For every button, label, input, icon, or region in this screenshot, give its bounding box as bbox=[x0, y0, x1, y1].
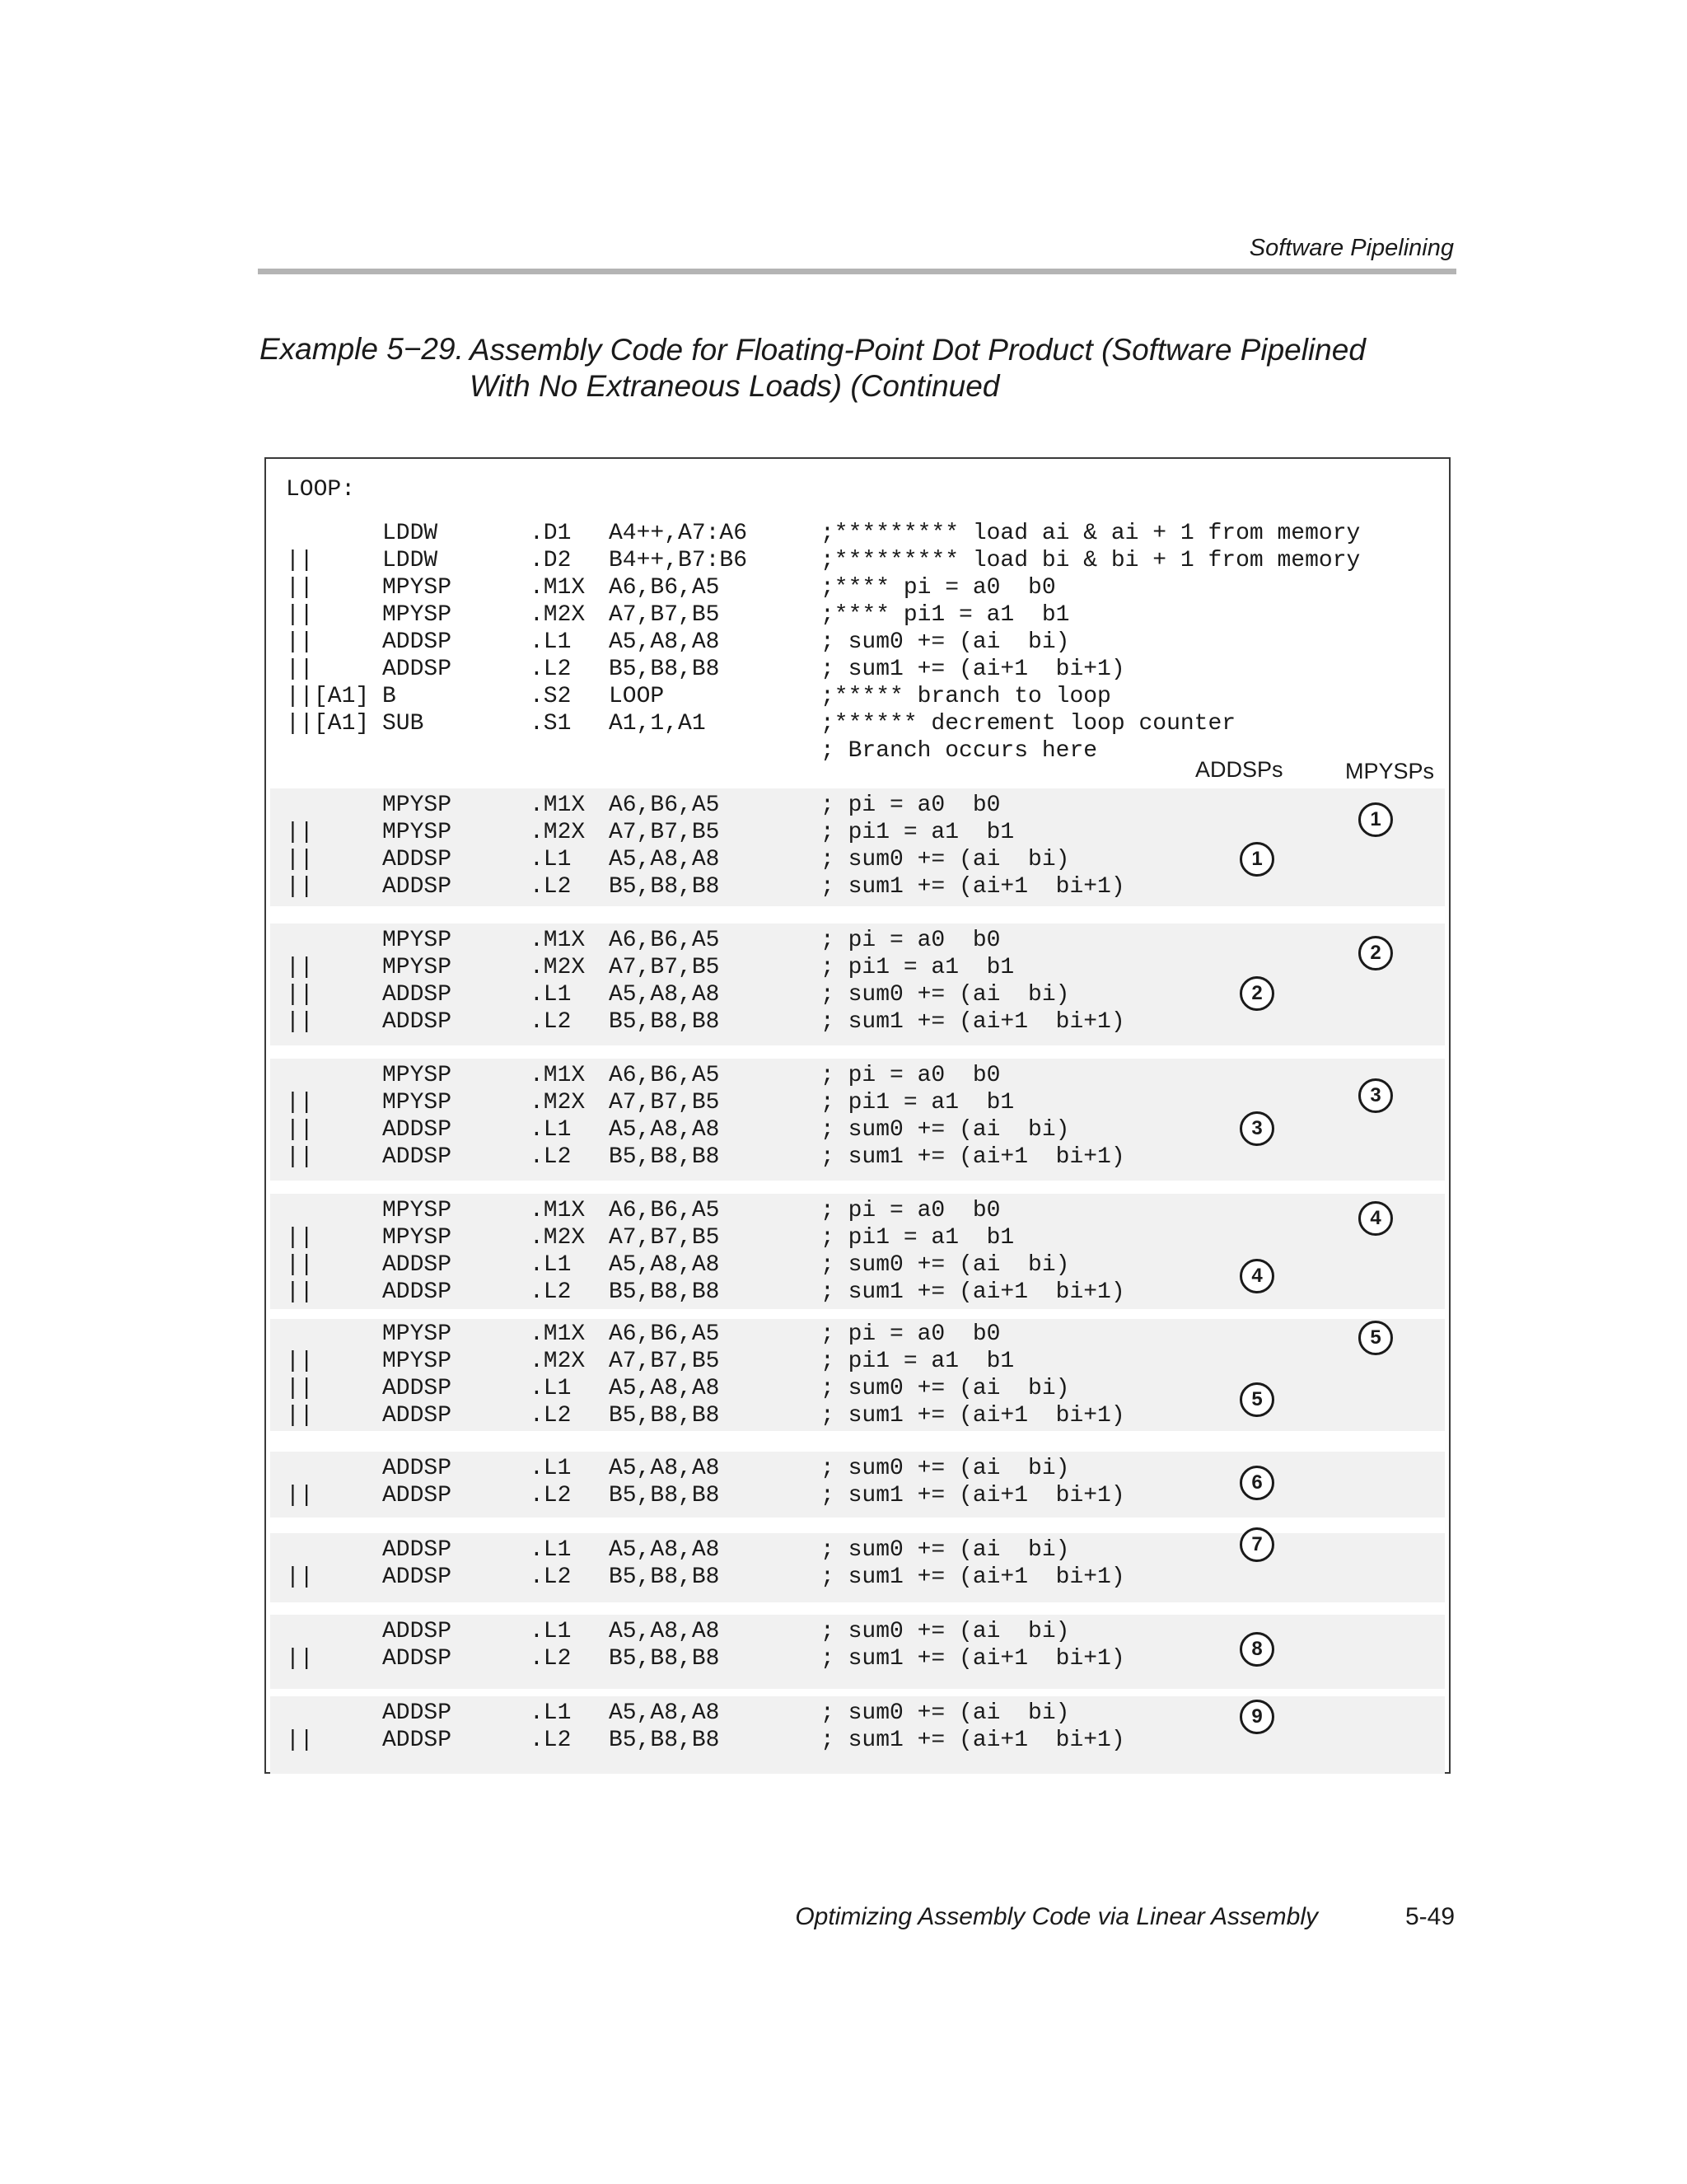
instruction-mnemonic: MPYSP bbox=[382, 820, 452, 845]
code-comment: ;********* load bi & bi + 1 from memory bbox=[820, 548, 1361, 573]
functional-unit: .L1 bbox=[530, 847, 572, 872]
functional-unit: .M1X bbox=[530, 928, 586, 953]
instruction-mnemonic: MPYSP bbox=[382, 1349, 452, 1374]
instruction-mnemonic: ADDSP bbox=[382, 1537, 452, 1563]
functional-unit: .L1 bbox=[530, 629, 572, 655]
operands: A5,A8,A8 bbox=[609, 982, 720, 1008]
caption-line-1: Assembly Code for Floating-Point Dot Product (Software Pipelined bbox=[470, 333, 1366, 367]
code-comment: ; sum0 += (ai bi) bbox=[820, 1117, 1070, 1143]
code-comment: ; pi = a0 b0 bbox=[820, 1321, 1001, 1347]
operands: A5,A8,A8 bbox=[609, 1456, 720, 1481]
instruction-mnemonic: ADDSP bbox=[382, 1009, 452, 1035]
code-comment: ; sum1 += (ai+1 bi+1) bbox=[820, 1728, 1125, 1753]
functional-unit: .M1X bbox=[530, 575, 586, 601]
footer-title: Optimizing Assembly Code via Linear Assembly bbox=[795, 1903, 1318, 1930]
addsp-step-badge: 7 bbox=[1240, 1527, 1274, 1562]
operands: LOOP bbox=[609, 684, 665, 709]
instruction-mnemonic: ADDSP bbox=[382, 847, 452, 872]
code-comment: ; pi = a0 b0 bbox=[820, 1198, 1001, 1223]
code-comment: ; sum0 += (ai bi) bbox=[820, 1456, 1070, 1481]
addsp-step-badge: 6 bbox=[1240, 1466, 1274, 1500]
code-comment: ; sum0 += (ai bi) bbox=[820, 1700, 1070, 1726]
instruction-mnemonic: B bbox=[382, 684, 396, 709]
instruction-mnemonic: ADDSP bbox=[382, 1728, 452, 1753]
functional-unit: .L2 bbox=[530, 1646, 572, 1672]
mpysp-step-badge: 4 bbox=[1358, 1201, 1393, 1236]
functional-unit: .L2 bbox=[530, 1144, 572, 1170]
instruction-mnemonic: MPYSP bbox=[382, 1063, 452, 1088]
instruction-mnemonic: ADDSP bbox=[382, 1117, 452, 1143]
code-comment: ; sum0 += (ai bi) bbox=[820, 1537, 1070, 1563]
instruction-mnemonic: LDDW bbox=[382, 521, 438, 546]
mpysp-step-badge: 5 bbox=[1358, 1321, 1393, 1355]
code-comment: ; sum1 += (ai+1 bi+1) bbox=[820, 1403, 1125, 1429]
code-comment: ; sum0 += (ai bi) bbox=[820, 1376, 1070, 1401]
functional-unit: .L2 bbox=[530, 1403, 572, 1429]
functional-unit: .M2X bbox=[530, 602, 586, 628]
functional-unit: .L2 bbox=[530, 1009, 572, 1035]
instruction-mnemonic: ADDSP bbox=[382, 1619, 452, 1644]
page-number: 5-49 bbox=[1404, 1903, 1455, 1930]
parallel-marker: || bbox=[286, 684, 314, 709]
code-comment: ;****** decrement loop counter bbox=[820, 711, 1236, 737]
operands: B5,B8,B8 bbox=[609, 1403, 720, 1429]
example-label: Example 5−29. bbox=[259, 332, 464, 366]
instruction-mnemonic: ADDSP bbox=[382, 1456, 452, 1481]
parallel-marker: || bbox=[286, 1483, 314, 1508]
code-comment: ; sum1 += (ai+1 bi+1) bbox=[820, 1279, 1125, 1305]
operands: A5,A8,A8 bbox=[609, 1376, 720, 1401]
operands: A1,1,A1 bbox=[609, 711, 706, 737]
functional-unit: .L1 bbox=[530, 1619, 572, 1644]
instruction-mnemonic: ADDSP bbox=[382, 1564, 452, 1590]
parallel-marker: || bbox=[286, 1117, 314, 1143]
code-comment: ; sum1 += (ai+1 bi+1) bbox=[820, 1009, 1125, 1035]
instruction-mnemonic: ADDSP bbox=[382, 1144, 452, 1170]
parallel-marker: || bbox=[286, 1564, 314, 1590]
addsp-step-badge: 1 bbox=[1240, 842, 1274, 877]
instruction-mnemonic: MPYSP bbox=[382, 955, 452, 980]
operands: B5,B8,B8 bbox=[609, 874, 720, 900]
mpysp-step-badge: 1 bbox=[1358, 802, 1393, 837]
code-comment: ; pi1 = a1 b1 bbox=[820, 1349, 1015, 1374]
operands: A5,A8,A8 bbox=[609, 1619, 720, 1644]
loop-label: LOOP: bbox=[286, 477, 356, 503]
functional-unit: .M2X bbox=[530, 1349, 586, 1374]
operands: A5,A8,A8 bbox=[609, 847, 720, 872]
code-comment: ; sum1 += (ai+1 bi+1) bbox=[820, 1144, 1125, 1170]
parallel-marker: || bbox=[286, 1646, 314, 1672]
operands: B5,B8,B8 bbox=[609, 1279, 720, 1305]
code-comment: ; pi = a0 b0 bbox=[820, 1063, 1001, 1088]
instruction-mnemonic: ADDSP bbox=[382, 1700, 452, 1726]
functional-unit: .M2X bbox=[530, 820, 586, 845]
parallel-marker: || bbox=[286, 602, 314, 628]
operands: A6,B6,A5 bbox=[609, 1321, 720, 1347]
code-comment: ; pi1 = a1 b1 bbox=[820, 955, 1015, 980]
functional-unit: .M2X bbox=[530, 1225, 586, 1251]
operands: B5,B8,B8 bbox=[609, 1009, 720, 1035]
functional-unit: .L2 bbox=[530, 874, 572, 900]
condition-register: [A1] bbox=[314, 711, 370, 737]
code-comment: ; sum1 += (ai+1 bi+1) bbox=[820, 1483, 1125, 1508]
functional-unit: .L2 bbox=[530, 1564, 572, 1590]
operands: A6,B6,A5 bbox=[609, 575, 720, 601]
functional-unit: .M2X bbox=[530, 955, 586, 980]
operands: A5,A8,A8 bbox=[609, 1700, 720, 1726]
example-caption bbox=[470, 332, 1366, 405]
functional-unit: .D1 bbox=[530, 521, 572, 546]
functional-unit: .S1 bbox=[530, 711, 572, 737]
functional-unit: .M1X bbox=[530, 1063, 586, 1088]
code-listing bbox=[264, 457, 1451, 1774]
instruction-mnemonic: ADDSP bbox=[382, 874, 452, 900]
operands: A7,B7,B5 bbox=[609, 820, 720, 845]
instruction-mnemonic: MPYSP bbox=[382, 928, 452, 953]
functional-unit: .S2 bbox=[530, 684, 572, 709]
functional-unit: .L1 bbox=[530, 1456, 572, 1481]
code-comment: ; sum0 += (ai bi) bbox=[820, 847, 1070, 872]
running-head: Software Pipelining bbox=[1249, 235, 1454, 261]
parallel-marker: || bbox=[286, 847, 314, 872]
parallel-marker: || bbox=[286, 1279, 314, 1305]
instruction-mnemonic: ADDSP bbox=[382, 1403, 452, 1429]
instruction-mnemonic: ADDSP bbox=[382, 1279, 452, 1305]
operands: A6,B6,A5 bbox=[609, 793, 720, 818]
functional-unit: .L2 bbox=[530, 657, 572, 682]
parallel-marker: || bbox=[286, 1728, 314, 1753]
code-comment: ; Branch occurs here bbox=[820, 738, 1098, 764]
instruction-mnemonic: ADDSP bbox=[382, 629, 452, 655]
code-comment: ; sum1 += (ai+1 bi+1) bbox=[820, 657, 1125, 682]
functional-unit: .L2 bbox=[530, 1728, 572, 1753]
operands: A7,B7,B5 bbox=[609, 1349, 720, 1374]
instruction-mnemonic: MPYSP bbox=[382, 1225, 452, 1251]
parallel-marker: || bbox=[286, 1090, 314, 1115]
mpysp-step-badge: 3 bbox=[1358, 1078, 1393, 1113]
instruction-mnemonic: MPYSP bbox=[382, 602, 452, 628]
code-comment: ; pi1 = a1 b1 bbox=[820, 1090, 1015, 1115]
addsp-step-badge: 3 bbox=[1240, 1111, 1274, 1146]
parallel-marker: || bbox=[286, 1349, 314, 1374]
code-comment: ; sum0 += (ai bi) bbox=[820, 982, 1070, 1008]
operands: A7,B7,B5 bbox=[609, 602, 720, 628]
functional-unit: .M2X bbox=[530, 1090, 586, 1115]
parallel-marker: || bbox=[286, 629, 314, 655]
operands: A5,A8,A8 bbox=[609, 1537, 720, 1563]
operands: B4++,B7:B6 bbox=[609, 548, 748, 573]
parallel-marker: || bbox=[286, 955, 314, 980]
parallel-marker: || bbox=[286, 1403, 314, 1429]
functional-unit: .M1X bbox=[530, 1321, 586, 1347]
operands: A4++,A7:A6 bbox=[609, 521, 748, 546]
header-rule bbox=[258, 269, 1456, 274]
functional-unit: .D2 bbox=[530, 548, 572, 573]
instruction-mnemonic: ADDSP bbox=[382, 1483, 452, 1508]
parallel-marker: || bbox=[286, 1225, 314, 1251]
code-comment: ; pi = a0 b0 bbox=[820, 928, 1001, 953]
condition-register: [A1] bbox=[314, 684, 370, 709]
code-comment: ; pi1 = a1 b1 bbox=[820, 820, 1015, 845]
code-comment: ; sum1 += (ai+1 bi+1) bbox=[820, 1646, 1125, 1672]
operands: A5,A8,A8 bbox=[609, 1117, 720, 1143]
parallel-marker: || bbox=[286, 820, 314, 845]
code-comment: ;***** branch to loop bbox=[820, 684, 1111, 709]
operands: A7,B7,B5 bbox=[609, 1225, 720, 1251]
addsp-step-badge: 2 bbox=[1240, 976, 1274, 1011]
parallel-marker: || bbox=[286, 1252, 314, 1278]
functional-unit: .M1X bbox=[530, 793, 586, 818]
functional-unit: .L1 bbox=[530, 1537, 572, 1563]
functional-unit: .L2 bbox=[530, 1279, 572, 1305]
instruction-mnemonic: MPYSP bbox=[382, 1090, 452, 1115]
code-comment: ;**** pi = a0 b0 bbox=[820, 575, 1056, 601]
code-comment: ;********* load ai & ai + 1 from memory bbox=[820, 521, 1361, 546]
instruction-mnemonic: ADDSP bbox=[382, 1252, 452, 1278]
instruction-mnemonic: SUB bbox=[382, 711, 424, 737]
operands: B5,B8,B8 bbox=[609, 1564, 720, 1590]
instruction-mnemonic: MPYSP bbox=[382, 1321, 452, 1347]
operands: A6,B6,A5 bbox=[609, 928, 720, 953]
instruction-mnemonic: ADDSP bbox=[382, 982, 452, 1008]
code-comment: ; pi1 = a1 b1 bbox=[820, 1225, 1015, 1251]
code-comment: ; sum0 += (ai bi) bbox=[820, 1252, 1070, 1278]
code-comment: ; pi = a0 b0 bbox=[820, 793, 1001, 818]
instruction-mnemonic: MPYSP bbox=[382, 793, 452, 818]
operands: A6,B6,A5 bbox=[609, 1063, 720, 1088]
addsp-step-badge: 9 bbox=[1240, 1700, 1274, 1734]
instruction-mnemonic: MPYSP bbox=[382, 1198, 452, 1223]
operands: A5,A8,A8 bbox=[609, 1252, 720, 1278]
mpysp-step-badge: 2 bbox=[1358, 936, 1393, 970]
operands: B5,B8,B8 bbox=[609, 1728, 720, 1753]
code-comment: ; sum1 += (ai+1 bi+1) bbox=[820, 1564, 1125, 1590]
code-comment: ; sum1 += (ai+1 bi+1) bbox=[820, 874, 1125, 900]
operands: B5,B8,B8 bbox=[609, 657, 720, 682]
instruction-mnemonic: LDDW bbox=[382, 548, 438, 573]
code-comment: ; sum0 += (ai bi) bbox=[820, 1619, 1070, 1644]
functional-unit: .L1 bbox=[530, 1376, 572, 1401]
operands: B5,B8,B8 bbox=[609, 1646, 720, 1672]
operands: A5,A8,A8 bbox=[609, 629, 720, 655]
caption-line-2: With No Extraneous Loads) (Continued bbox=[470, 369, 1000, 403]
addsps-column-header: ADDSPs bbox=[1195, 757, 1283, 782]
parallel-marker: || bbox=[286, 575, 314, 601]
instruction-mnemonic: ADDSP bbox=[382, 1376, 452, 1401]
parallel-marker: || bbox=[286, 874, 314, 900]
code-comment: ;**** pi1 = a1 b1 bbox=[820, 602, 1070, 628]
operands: A7,B7,B5 bbox=[609, 955, 720, 980]
instruction-mnemonic: ADDSP bbox=[382, 1646, 452, 1672]
addsp-step-badge: 4 bbox=[1240, 1259, 1274, 1293]
functional-unit: .M1X bbox=[530, 1198, 586, 1223]
parallel-marker: || bbox=[286, 548, 314, 573]
parallel-marker: || bbox=[286, 1009, 314, 1035]
parallel-marker: || bbox=[286, 1144, 314, 1170]
operands: B5,B8,B8 bbox=[609, 1144, 720, 1170]
functional-unit: .L1 bbox=[530, 1252, 572, 1278]
addsp-step-badge: 8 bbox=[1240, 1632, 1274, 1667]
functional-unit: .L1 bbox=[530, 1117, 572, 1143]
instruction-mnemonic: MPYSP bbox=[382, 575, 452, 601]
mpysps-column-header: MPYSPs bbox=[1345, 759, 1435, 783]
parallel-marker: || bbox=[286, 982, 314, 1008]
operands: A6,B6,A5 bbox=[609, 1198, 720, 1223]
functional-unit: .L2 bbox=[530, 1483, 572, 1508]
functional-unit: .L1 bbox=[530, 1700, 572, 1726]
operands: A7,B7,B5 bbox=[609, 1090, 720, 1115]
functional-unit: .L1 bbox=[530, 982, 572, 1008]
code-comment: ; sum0 += (ai bi) bbox=[820, 629, 1070, 655]
parallel-marker: || bbox=[286, 657, 314, 682]
parallel-marker: || bbox=[286, 1376, 314, 1401]
parallel-marker: || bbox=[286, 711, 314, 737]
operands: B5,B8,B8 bbox=[609, 1483, 720, 1508]
instruction-mnemonic: ADDSP bbox=[382, 657, 452, 682]
addsp-step-badge: 5 bbox=[1240, 1382, 1274, 1417]
